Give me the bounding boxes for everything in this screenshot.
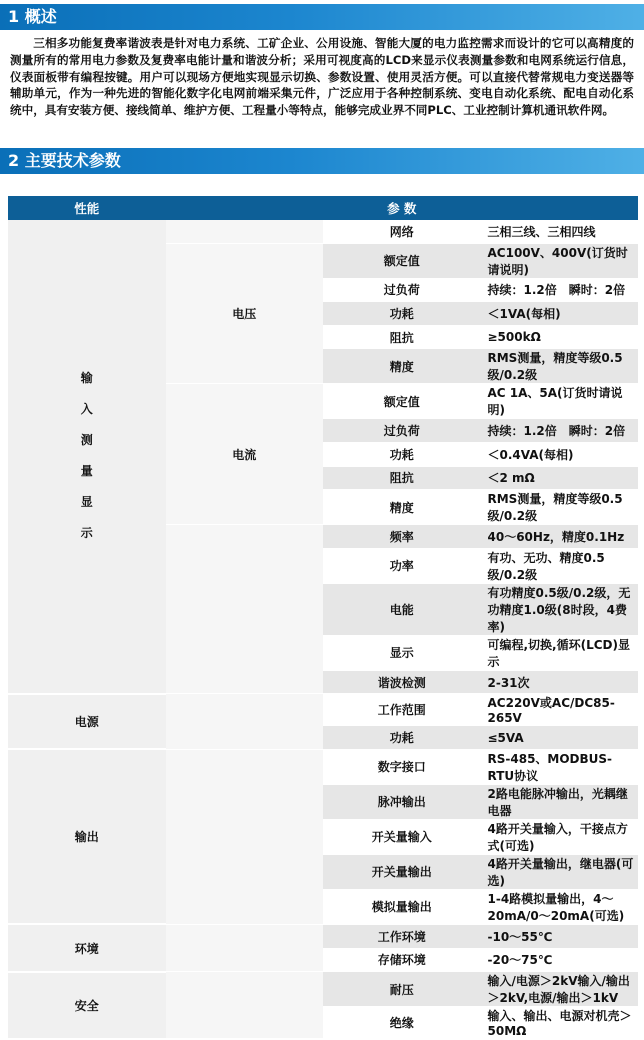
row-value: 4路开关量输入，干接点方式(可选) bbox=[481, 819, 639, 854]
row-item: 显示 bbox=[323, 635, 481, 670]
row-value: RMS测量，精度等级0.5级/0.2级 bbox=[481, 349, 639, 384]
row-value: 持续：1.2倍 瞬时：2倍 bbox=[481, 419, 639, 443]
table-row bbox=[8, 972, 638, 1007]
row-value: 有功精度0.5级/0.2级，无功精度1.0级(8时段，4费率) bbox=[481, 583, 639, 635]
overview-paragraph: 三相多功能复费率谐波表是针对电力系统、工矿企业、公用设施、智能大厦的电力监控需求而设计的它可以高精度的测量所有的常用电力参数及复费率电能计量和谐波分析；采用可视度高的LCD来显示仪表测量参数和电网系统运行信息，仪表面板带有编程按键。用户可以现场方便地实现显示切换、参数设置、使用灵活方便。可以直接代替常规电力变送器等辅助单元，作为一种先进的智能化数字化电网前端采集元件，广泛应用于各种控制系统、变电自动化系统、配电自动化系统中，具有安装方便、接线简单、维护方便、工程量小等特点，能够完成业界不同PLC、工业控制计算机通讯软件网。 bbox=[10, 36, 634, 118]
subgroup-current: 电流 bbox=[166, 384, 324, 525]
row-item: 网络 bbox=[323, 220, 481, 243]
row-value: ＜1VA(每相) bbox=[481, 302, 639, 326]
row-value: 持续：1.2倍 瞬时：2倍 bbox=[481, 278, 639, 302]
row-item: 功耗 bbox=[323, 302, 481, 326]
row-item: 工作范围 bbox=[323, 694, 481, 726]
spec-table-container bbox=[8, 196, 638, 1040]
group-input-label: 输 入 测 量 显 示 bbox=[80, 371, 93, 541]
row-item: 功耗 bbox=[323, 726, 481, 750]
row-item: 耐压 bbox=[323, 972, 481, 1007]
subgroup-empty bbox=[166, 694, 324, 750]
group-environment: 环境 bbox=[8, 924, 166, 971]
subgroup-voltage: 电压 bbox=[166, 243, 324, 384]
row-value: RS-485、MODBUS-RTU协议 bbox=[481, 749, 639, 784]
row-item: 脉冲输出 bbox=[323, 784, 481, 819]
row-value: -10～55℃ bbox=[481, 924, 639, 948]
row-value: AC220V或AC/DC85-265V bbox=[481, 694, 639, 726]
group-power-supply: 电源 bbox=[8, 694, 166, 750]
row-value: 可编程,切换,循环(LCD)显示 bbox=[481, 635, 639, 670]
row-value: 2路电能脉冲输出，光耦继电器 bbox=[481, 784, 639, 819]
table-row bbox=[8, 924, 638, 948]
row-item: 开关量输入 bbox=[323, 819, 481, 854]
section-1-heading: 1 概述 bbox=[0, 4, 644, 30]
row-value: 1-4路模拟量输出，4～20mA/0～20mA(可选) bbox=[481, 889, 639, 924]
row-value: 输入、输出、电源对机壳＞50MΩ bbox=[481, 1007, 639, 1039]
subgroup-empty bbox=[166, 749, 324, 924]
row-item: 额定值 bbox=[323, 243, 481, 278]
subgroup-empty bbox=[166, 924, 324, 971]
row-item: 精度 bbox=[323, 349, 481, 384]
row-value: ＜0.4VA(每相) bbox=[481, 442, 639, 466]
row-item: 电能 bbox=[323, 583, 481, 635]
row-value: 有功、无功、精度0.5级/0.2级 bbox=[481, 548, 639, 583]
row-value: ≥500kΩ bbox=[481, 325, 639, 349]
row-value: RMS测量，精度等级0.5级/0.2级 bbox=[481, 490, 639, 525]
row-item: 开关量输出 bbox=[323, 854, 481, 889]
section-2-heading: 2 主要技术参数 bbox=[0, 148, 644, 174]
row-value: -20～75℃ bbox=[481, 948, 639, 972]
subgroup-empty bbox=[166, 525, 324, 694]
row-item: 阻抗 bbox=[323, 466, 481, 490]
header-property: 性能 bbox=[8, 196, 166, 220]
table-header-row bbox=[8, 196, 638, 220]
row-item: 阻抗 bbox=[323, 325, 481, 349]
row-item: 功耗 bbox=[323, 442, 481, 466]
row-item: 频率 bbox=[323, 525, 481, 549]
row-item: 精度 bbox=[323, 490, 481, 525]
row-item: 存储环境 bbox=[323, 948, 481, 972]
table-row bbox=[8, 694, 638, 726]
table-row bbox=[8, 220, 638, 243]
row-item: 绝缘 bbox=[323, 1007, 481, 1039]
group-safety: 安全 bbox=[8, 972, 166, 1039]
group-output: 输出 bbox=[8, 749, 166, 924]
spec-table bbox=[8, 196, 638, 1040]
row-item: 功率 bbox=[323, 548, 481, 583]
row-item: 过负荷 bbox=[323, 278, 481, 302]
row-value: 40～60Hz，精度0.1Hz bbox=[481, 525, 639, 549]
table-row bbox=[8, 749, 638, 784]
header-params: 参 数 bbox=[166, 196, 639, 220]
row-value: 2-31次 bbox=[481, 670, 639, 694]
row-value: ＜2 mΩ bbox=[481, 466, 639, 490]
row-item: 工作环境 bbox=[323, 924, 481, 948]
row-item: 额定值 bbox=[323, 384, 481, 419]
row-value: ≤5VA bbox=[481, 726, 639, 750]
row-value: AC 1A、5A(订货时请说明) bbox=[481, 384, 639, 419]
subgroup-empty bbox=[166, 220, 324, 243]
row-item: 谐波检测 bbox=[323, 670, 481, 694]
row-item: 模拟量输出 bbox=[323, 889, 481, 924]
row-value: 4路开关量输出，继电器(可选) bbox=[481, 854, 639, 889]
group-input bbox=[8, 220, 166, 694]
row-value: AC100V、400V(订货时请说明) bbox=[481, 243, 639, 278]
row-item: 数字接口 bbox=[323, 749, 481, 784]
row-value: 三相三线、三相四线 bbox=[481, 220, 639, 243]
row-item: 过负荷 bbox=[323, 419, 481, 443]
row-value: 输入/电源＞2kV输入/输出＞2kV,电源/输出＞1kV bbox=[481, 972, 639, 1007]
subgroup-empty bbox=[166, 972, 324, 1039]
